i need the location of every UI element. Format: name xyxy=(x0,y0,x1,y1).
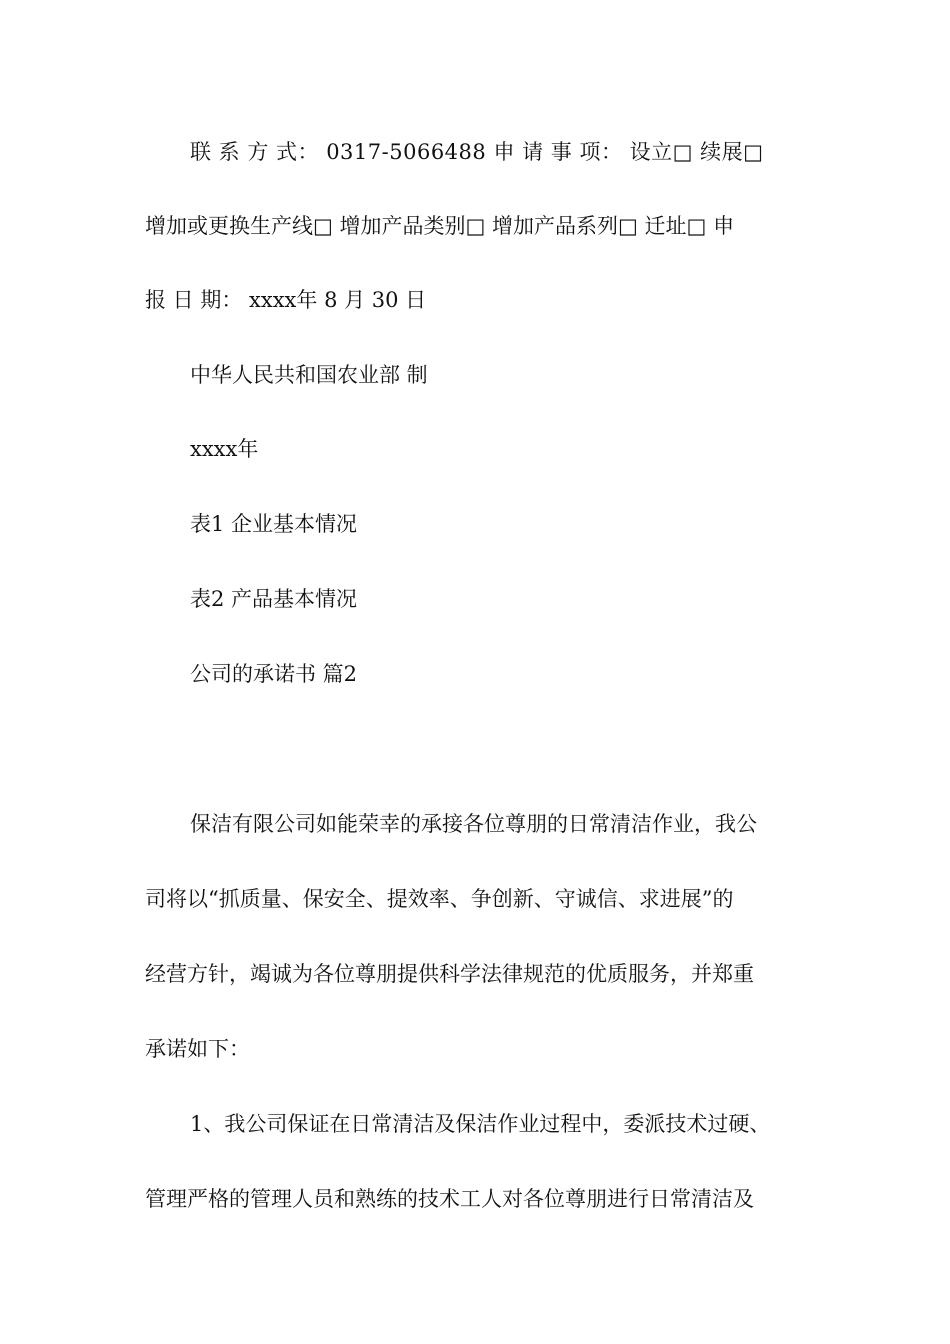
application-options-line: 增加或更换生产线□ 增加产品类别□ 增加产品系列□ 迁址□ 申 xyxy=(145,214,735,238)
paragraph-1-line-4: 承诺如下： xyxy=(145,1037,250,1061)
year-line: xxxx年 xyxy=(190,437,259,461)
issuer-line: 中华人民共和国农业部 制 xyxy=(190,363,428,387)
application-date-line: 报 日 期： xxxx年 8 月 30 日 xyxy=(145,288,427,312)
contact-and-application-line: 联 系 方 式： 0317-5066488 申 请 事 项： 设立□ 续展□ xyxy=(190,140,764,164)
section-heading: 公司的承诺书 篇2 xyxy=(190,662,358,686)
paragraph-1-line-2: 司将以“抓质量、保安全、提效率、争创新、守诚信、求进展”的 xyxy=(145,887,734,911)
paragraph-1-line-3: 经营方针，竭诚为各位尊朋提供科学法律规范的优质服务，并郑重 xyxy=(145,962,754,986)
paragraph-1-line-1: 保洁有限公司如能荣幸的承接各位尊朋的日常清洁作业，我公 xyxy=(190,812,757,836)
table-1-heading: 表1 企业基本情况 xyxy=(190,512,358,536)
paragraph-2-line-2: 管理严格的管理人员和熟练的技术工人对各位尊朋进行日常清洁及 xyxy=(145,1187,754,1211)
paragraph-2-line-1: 1、我公司保证在日常清洁及保洁作业过程中，委派技术过硬、 xyxy=(190,1112,771,1136)
table-2-heading: 表2 产品基本情况 xyxy=(190,587,358,611)
